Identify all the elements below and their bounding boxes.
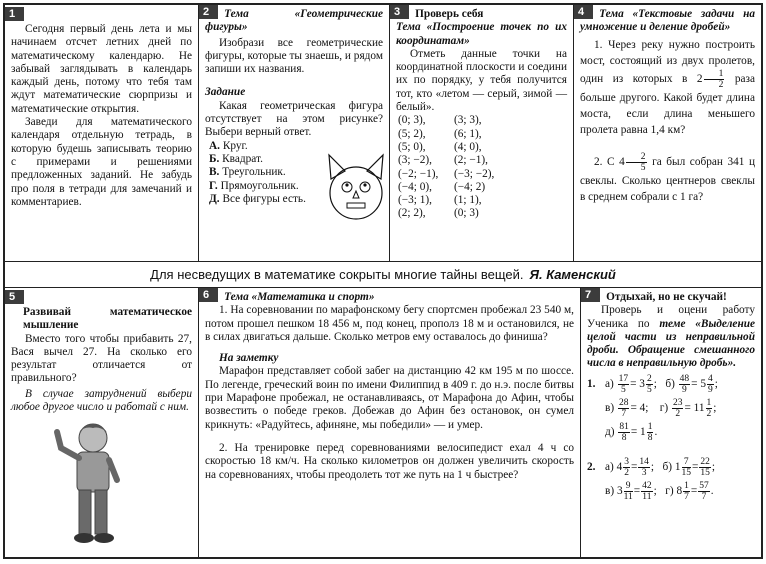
quote-text: Для несведущих в математике сокрыты многие тайны вещей. <box>150 266 524 282</box>
day-3-paragraph: Отметь данные точки на координатной плоскости и соедини их по порядку, у тебя получится тот, кто «летом — серый, зимой — белый». <box>396 47 567 114</box>
day-7-title: Отдыхай, но не скучай! <box>606 291 727 303</box>
day-number: 4 <box>574 5 593 19</box>
day-5-hint: В случае затруднений выбери любое другое число и работай с ним. <box>11 387 192 414</box>
coordinate-point: (4; 0), <box>454 140 482 153</box>
coordinate-point: (5; 0), <box>398 140 426 153</box>
coordinate-point: (−4; 2) <box>454 180 486 193</box>
day-1-cell <box>5 5 199 261</box>
exercise-row: 2. а) 4 $\frac{3}{2}$ = $\frac{14}{3}$ ; б) 1 $\frac{7}{15}$ = $\frac{22}{15}$ ; <box>587 456 716 478</box>
day-2-topic: Тема «Геометрические фигуры» <box>205 8 383 34</box>
day-1-paragraph-2: Заведи для математического календаря отдельную тетрадь, в которую будешь записывать теорию с примерами и решениями предложенных заданий. Не забудь про поля в тетради для замечаний и комментариев. <box>11 116 192 208</box>
quote-author: Я. Каменский <box>529 266 616 282</box>
task-2: 2. С 4 $\frac{2}{5}$ га был собран 341 ц свеклы. Сколько центнеров свеклы в среднем собрали с 1 га? <box>580 151 756 203</box>
day-5-title: Развивай математическое мышление <box>23 306 192 332</box>
answer-option: Б. Квадрат. <box>209 152 263 165</box>
exercise-row: в) 3 $\frac{9}{11}$ = $\frac{42}{11}$ ; г) 8 $\frac{1}{7}$ = $\frac{57}{7}$ . <box>605 480 714 502</box>
day-2-paragraph: Изобрази все геометрические фигуры, которые ты знаешь, и рядом запиши их названия. <box>205 36 383 76</box>
note-paragraph: Марафон представляет собой забег на дистанцию 42 км 195 м по шоссе. По легенде, греческий воин по имени Филиппид в 409 г. до н.э. после битвы при Марафоне пробежал, не останавливаясь, от Марафона до Афин, чтобы возвестить о победе греков. Добежав до Афин без остановок, он сумел крикнуть: «Радуйтесь, афиняне, мы победили» — и умер. <box>205 365 574 431</box>
day-number: 2 <box>199 5 218 19</box>
coordinate-point: (3; 3), <box>454 114 482 127</box>
day-5-paragraph: Вместо того чтобы прибавить 27, Вася вычел 27. На сколько его результат отличается от правильного? <box>11 332 192 385</box>
coordinate-point: (−2; −1), <box>398 167 439 180</box>
task-1: 1. На соревновании по марафонскому бегу спортсмен пробежал 23 540 м, потом прошел пешком 18 456 м, под конец, прополз 18 м и остановился, не в силах двигаться дальше. Сколько метров ему оставалось до финиша? <box>205 304 574 343</box>
calendar-row-top <box>5 5 761 262</box>
day-number: 6 <box>199 288 218 302</box>
coordinate-list <box>398 114 567 220</box>
answer-option: Г. Прямоугольник. <box>209 179 299 192</box>
day-number: 1 <box>5 7 24 21</box>
task-2: 2. На тренировке перед соревнованиями велосипедист ехал 4 ч со скоростью 18 км/ч. На сколько километров он должен увеличить скорость на соревнованиях, чтобы преодолеть тот же путь на 1 ч быстрее? <box>205 441 574 481</box>
day-1-paragraph-1: Сегодня первый день лета и мы начинаем отсчет летних дней по математическому календарю. Не забывай заглядывать в календарь каждый день, потому что тебя там ждут математические сюрпризы и математические открытия. <box>11 23 192 115</box>
coordinate-point: (3; −2), <box>398 154 432 167</box>
exercise-row: д) $\frac{81}{8}$ = 1 $\frac{1}{8}$ . <box>605 421 658 443</box>
day-number: 3 <box>390 5 409 19</box>
coordinate-point: (5; 2), <box>398 127 426 140</box>
day-7-cell <box>581 288 761 557</box>
coordinate-point: (0; 3) <box>454 207 479 220</box>
day-number: 5 <box>5 290 24 304</box>
coordinate-point: (−4; 0), <box>398 180 432 193</box>
math-calendar-page <box>3 3 763 559</box>
day-2-cell <box>199 5 390 261</box>
coordinate-point: (6; 1), <box>454 127 482 140</box>
day-3-title: Проверь себя <box>415 8 484 20</box>
day-4-topic: Тема «Текстовые задачи на умножение и деление дробей» <box>580 8 755 34</box>
exercise-row: в) $\frac{28}{7}$ = 4; г) $\frac{23}{2}$ = 11 $\frac{1}{2}$ ; <box>605 397 717 419</box>
coordinate-point: (−3; 1), <box>398 194 432 207</box>
answer-option: А. Круг. <box>209 139 248 152</box>
task-1: 1. Через реку нужно построить мост, состоящий из двух пролетов, один из которых в 2 $\frac{1}{2}$ раза больше другого. Какой будет длина моста, если длина меньшего пролета равна 1,4 км? <box>580 38 756 136</box>
day-3-topic: Тема «Построение точек по их координатам» <box>396 21 567 47</box>
note-heading: На заметку <box>219 352 279 365</box>
coordinate-point: (0; 3), <box>398 114 426 127</box>
geometric-face-illustration <box>325 153 387 221</box>
day-7-paragraph: Проверь и оцени работу Ученика по теме «Выделение целой части из неправильной дроби. Обращение смешанного числа в неправильную дробь». <box>587 304 756 370</box>
boy-illustration <box>51 418 129 548</box>
coordinate-point: (2; 2), <box>398 207 426 220</box>
calendar-row-bottom <box>5 288 761 557</box>
quote-banner <box>5 261 761 288</box>
coordinate-point: (2; −1), <box>454 154 488 167</box>
day-5-cell <box>5 288 199 557</box>
coordinate-point: (1; 1), <box>454 194 482 207</box>
exercise-row: 1. а) $\frac{17}{5}$ = 3 $\frac{2}{5}$ ; б) $\frac{48}{9}$ = 5 $\frac{4}{9}$ ; <box>587 373 718 395</box>
coordinate-point: (−3; −2), <box>454 167 495 180</box>
day-3-cell <box>390 5 574 261</box>
answer-option: Д. Все фигуры есть. <box>209 192 306 205</box>
task-question: Какая геометрическая фигура отсутствует на этом рисунке? Выбери верный ответ. <box>205 99 383 139</box>
day-6-topic: Тема «Математика и спорт» <box>224 291 375 303</box>
day-6-cell <box>199 288 581 557</box>
answer-option: В. Треугольник. <box>209 166 286 179</box>
task-heading: Задание <box>205 86 246 99</box>
day-number: 7 <box>581 288 600 302</box>
day-4-cell <box>574 5 761 261</box>
